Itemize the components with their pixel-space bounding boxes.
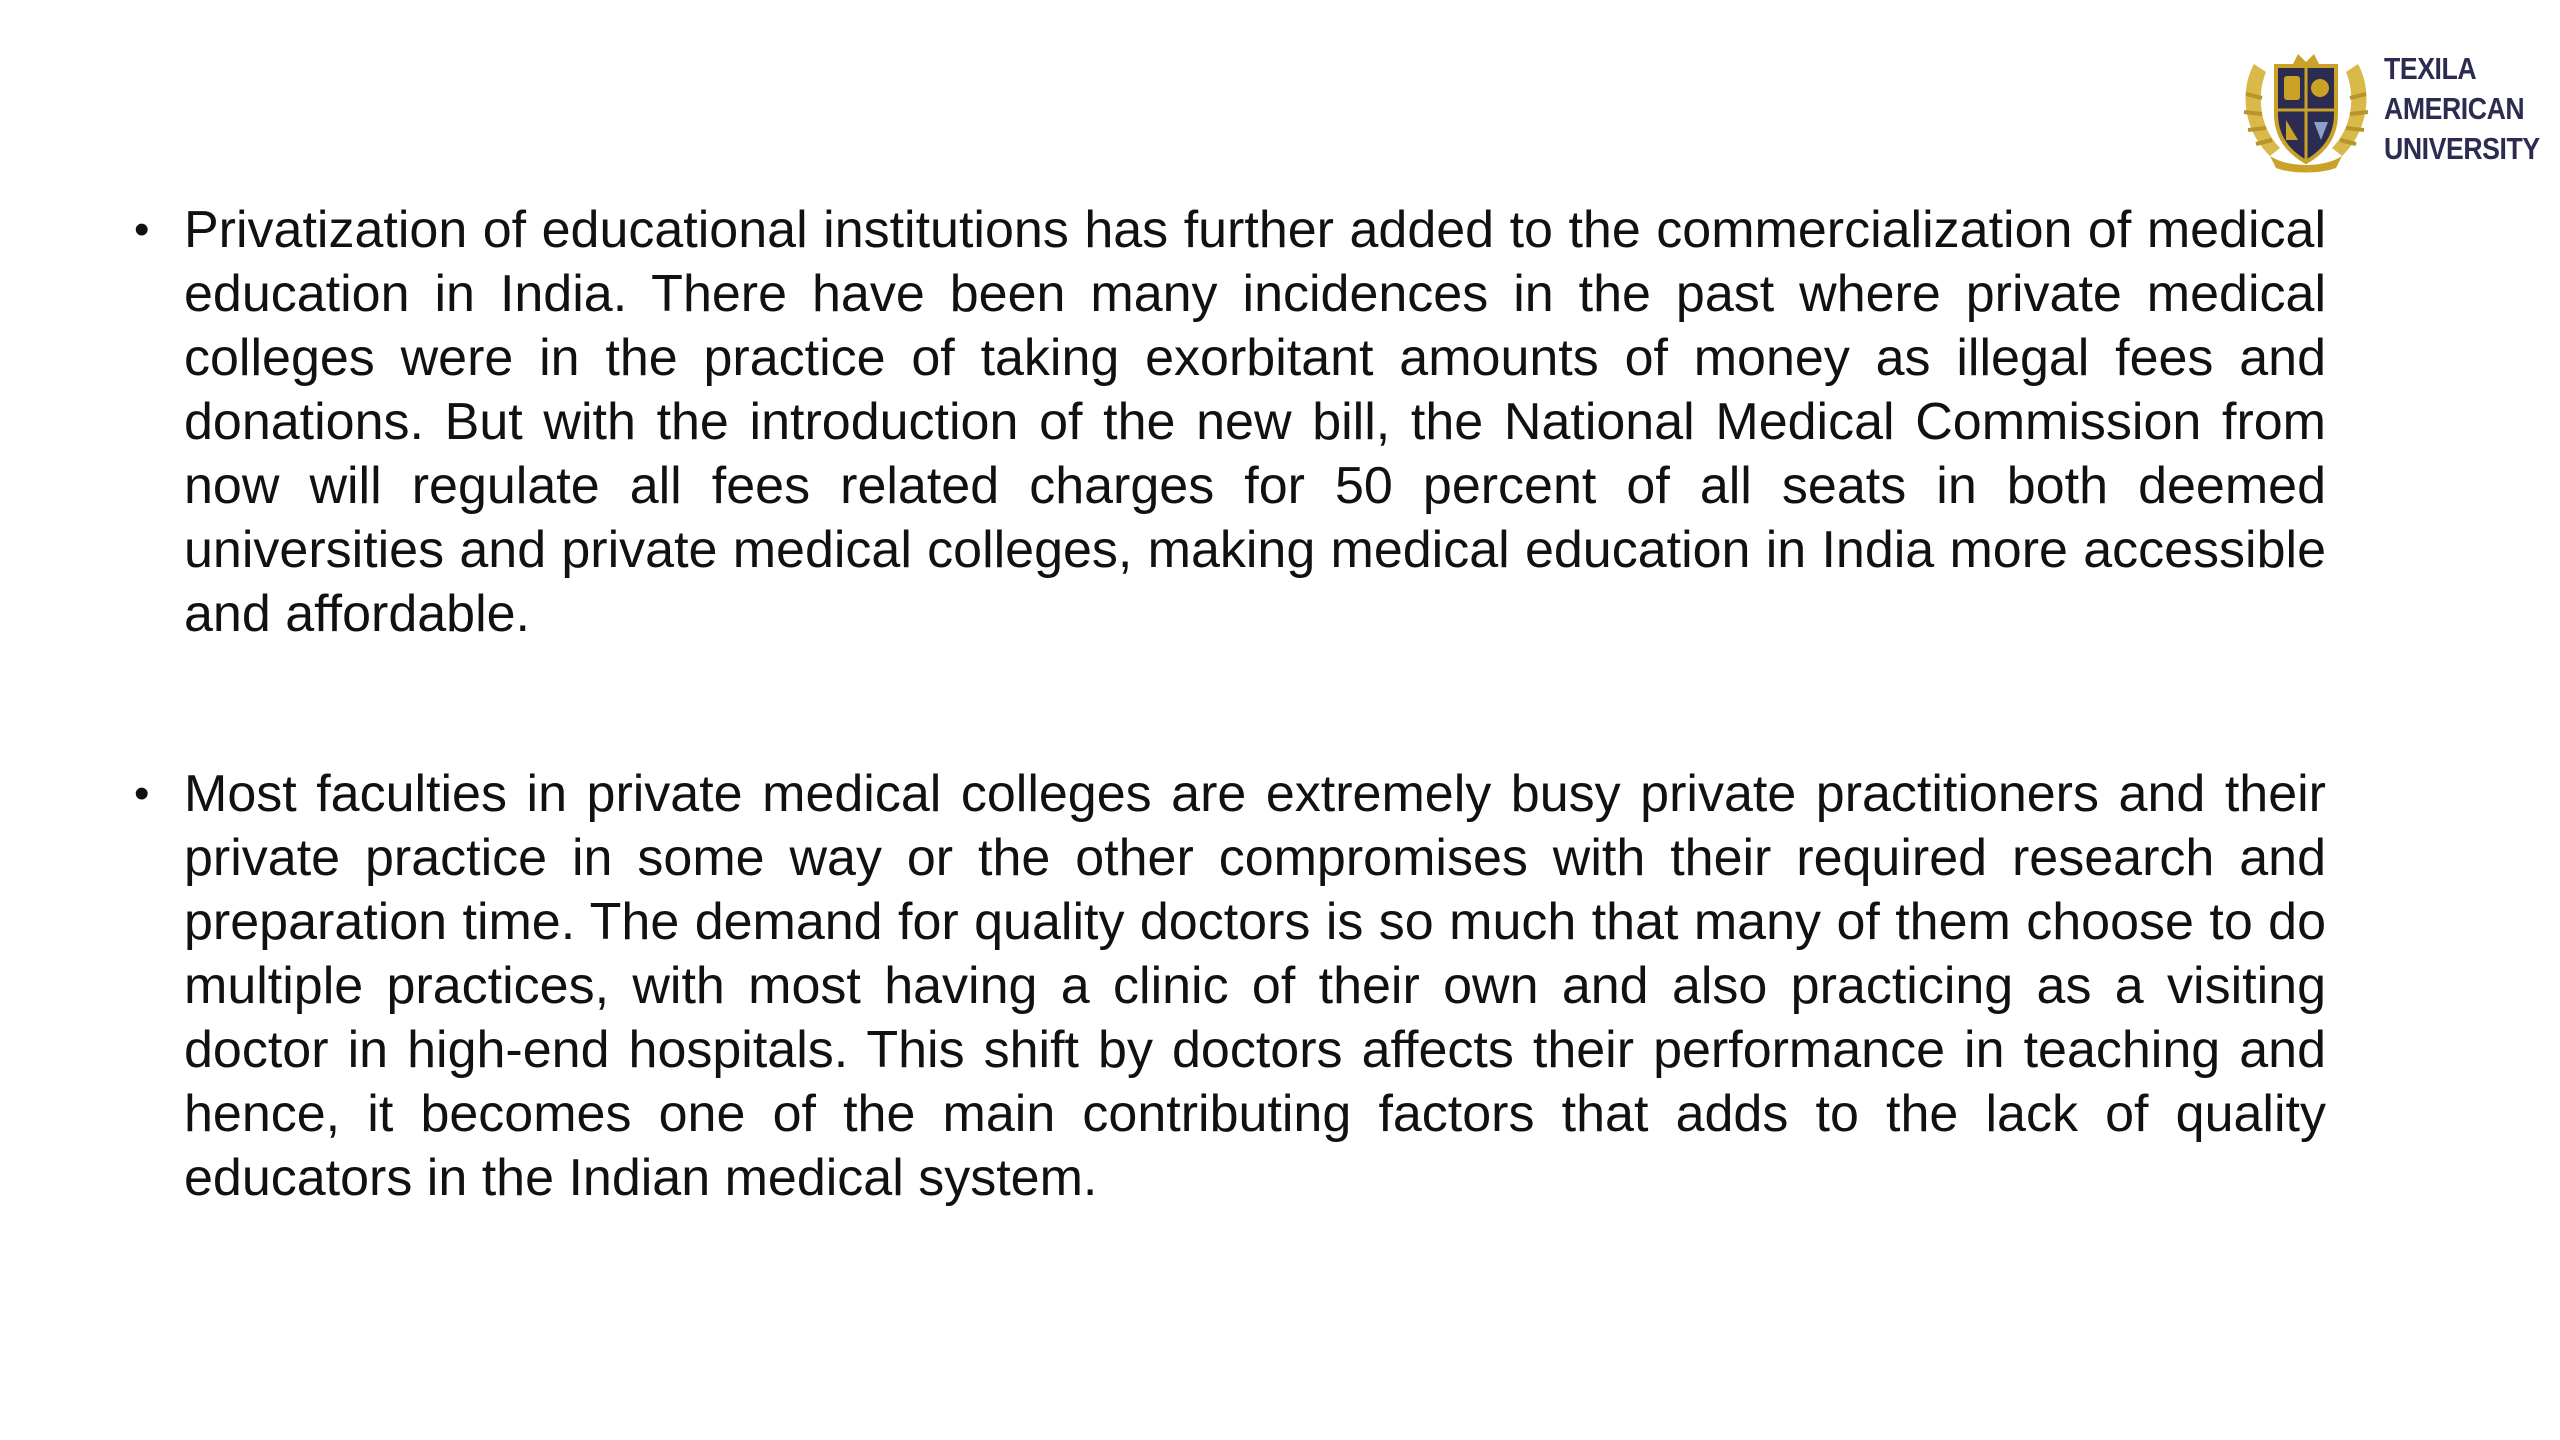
bullet-text: Privatization of educational institutions has further added to the commercialization of medical education in India. There have been many incidences in the past where private medical colleges were in the practice of taking exorbitant amounts of money as illegal fees and donations. But with the introduction of the new bill, the National Medical Commission from now will regulate all fees related charges for 50 percent of all seats in both deemed universities and private medical colleges, making medical education in India more accessible and affordable. — [184, 201, 2326, 643]
logo-line-1: TEXILA — [2384, 51, 2477, 86]
bullet-list — [130, 198, 2326, 1210]
university-logo — [2236, 44, 2546, 174]
bullet-text: Most faculties in private medical colleges are extremely busy private practitioners and their private practice in some way or the other compromises with their required research and preparation time. The demand for quality doctors is so much that many of them choose to do multiple practices, with most having a clinic of their own and also practicing as a visiting doctor in high-end hospitals. This shift by doctors affects their performance in teaching and hence, it becomes one of the main contributing factors that adds to the lack of quality educators in the Indian medical system. — [184, 765, 2326, 1207]
bullet-item — [130, 198, 2326, 646]
crest-shield-icon — [2236, 44, 2376, 174]
bullet-item — [130, 762, 2326, 1210]
logo-line-3: UNIVERSITY — [2384, 131, 2540, 166]
bullet-marker: • — [134, 769, 150, 818]
logo-line-2: AMERICAN — [2384, 91, 2525, 126]
bullet-marker: • — [134, 205, 150, 254]
logo-text — [2384, 49, 2540, 169]
